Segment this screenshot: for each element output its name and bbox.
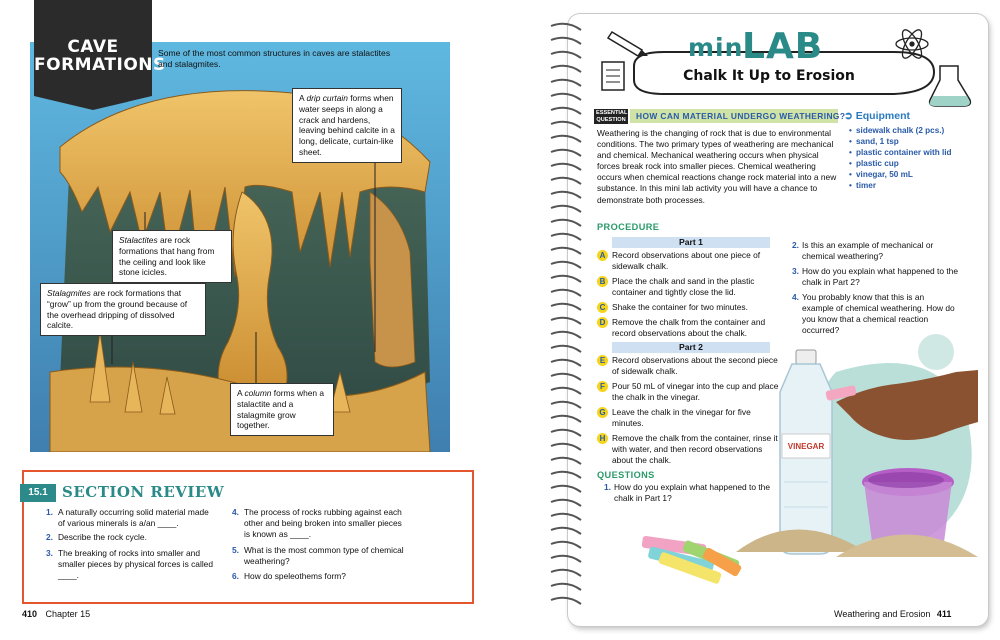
lab-materials-photo [636,332,978,587]
column-term: column [244,388,272,398]
lab-intro: Weathering is the changing of rock that is due to environmental conditions. The two primary types of weathering are mechanical and chemical. Mechanical weathering occurs when physical forces break rock into smaller pieces. Chemical weathering occurs when chemical reactions change rock material into a new substance. In this mini lab activity you will have a chance to demonstrate both processes. [597,128,837,205]
cave-tag-line1: CAVE [67,37,119,57]
stalagmites-callout: Stalagmites are rock formations that “grow” up from the ground because of the overhead dripping of dissolved calcite. [40,283,206,336]
arrow-circle-icon: ➲ [844,110,853,122]
notepad-icon [602,62,624,90]
equipment-list [856,125,976,191]
lab-question: 2. Is this an example of mechanical or chemical weathering? [792,240,934,261]
lab-word: LAB [742,26,824,67]
pencil-icon [608,32,648,56]
equipment-item: • timer [856,180,976,191]
cave-tag-line2: FORMATIONS [34,55,166,75]
vinegar-label: VINEGAR [787,442,825,451]
stalactites-callout: Stalactites are rock formations that hang from the ceiling and look like stone icicles. [112,230,232,283]
review-question: 6. How do speleothems form? [232,571,346,581]
stalactites-term: Stalactites [119,235,158,245]
review-question: 2. Describe the rock cycle. [46,532,147,542]
equipment-item: • sand, 1 tsp [856,136,976,147]
spiral-binding [547,20,583,620]
review-question: 5. What is the most common type of chemical weathering? [232,545,404,566]
right-page-number: 411 [936,609,952,619]
drip-curtain-term: drip curtain [306,93,348,103]
procedure-step: H Remove the chalk from the container, rinse it with water, and then record observations about the chalk. [612,433,780,466]
chapter-footer-title: Weathering and Erosion [834,609,931,619]
procedure-step: D Remove the chalk from the container and record observations about the chalk. [612,317,780,339]
review-question: 4. The process of rocks rubbing against each other and being broken into smaller pieces is known as ____. [232,507,402,539]
cave-tag-title [34,37,166,75]
section-number-badge: 15.1 [20,484,56,502]
procedure-step: F Pour 50 mL of vinegar into the cup and place the chalk in the vinegar. [612,381,780,403]
lab-title: Chalk It Up to Erosion [683,68,855,84]
lab-question: 3. How do you explain what happened to the chalk in Part 2? [792,266,958,287]
procedure-step: G Leave the chalk in the vinegar for five minutes. [612,407,780,429]
left-footer [22,609,90,619]
lab-question: 4. You probably know that this is an example of chemical weathering. How do you know that a chemical reaction occurred? [792,292,955,335]
part-2-heading: Part 2 [612,342,770,353]
procedure-step: E Record observations about the second piece of sidewalk chalk. [612,355,780,377]
essential-question-text: HOW CAN MATERIAL UNDERGO WEATHERING? [636,111,846,121]
equipment-item: • sidewalk chalk (2 pcs.) [856,125,976,136]
procedure-heading: PROCEDURE [597,222,660,232]
flask-icon [930,66,971,106]
cave-intro: Some of the most common structures in caves are stalactites and stalagmites. [158,48,391,69]
column-callout: A column forms when a stalactite and a stalagmite grow together. [230,383,334,436]
review-question: 3. The breaking of rocks into smaller and smaller pieces by physical forces is called ____. [46,548,213,580]
procedure-step: A Record observations about one piece of sidewalk chalk. [612,250,780,272]
questions-heading: QUESTIONS [597,470,655,480]
vinegar-bottle [780,350,832,554]
part-1-heading: Part 1 [612,237,770,248]
mini-word: mini [688,33,753,62]
lab-question: 1. How do you explain what happened to the chalk in Part 1? [604,482,770,503]
section-review-title: SECTION REVIEW [62,483,225,501]
drip-curtain-callout: A drip curtain forms when water seeps in along a crack and hardens, leaving behind calcite in a long, delicate, curtain-like sheet. [292,88,402,163]
left-page-number: 410 [22,609,38,619]
equipment-item: • plastic cup [856,158,976,169]
review-question: 1. A naturally occurring solid material made of various minerals is a/an ____. [46,507,209,528]
stalagmites-term: Stalagmites [47,288,91,298]
essential-question-badge: ESSENTIAL QUESTION [596,110,628,123]
right-footer [834,609,951,619]
equipment-item: • plastic container with lid [856,147,976,158]
procedure-step: B Place the chalk and sand in the plastic container and tightly close the lid. [612,276,780,298]
procedure-step: C Shake the container for two minutes. [612,302,780,313]
chalk-sticks [641,536,742,585]
chapter-label: Chapter 15 [45,609,91,619]
equipment-heading: ➲ Equipment [844,110,910,122]
equipment-item: • vinegar, 50 mL [856,169,976,180]
